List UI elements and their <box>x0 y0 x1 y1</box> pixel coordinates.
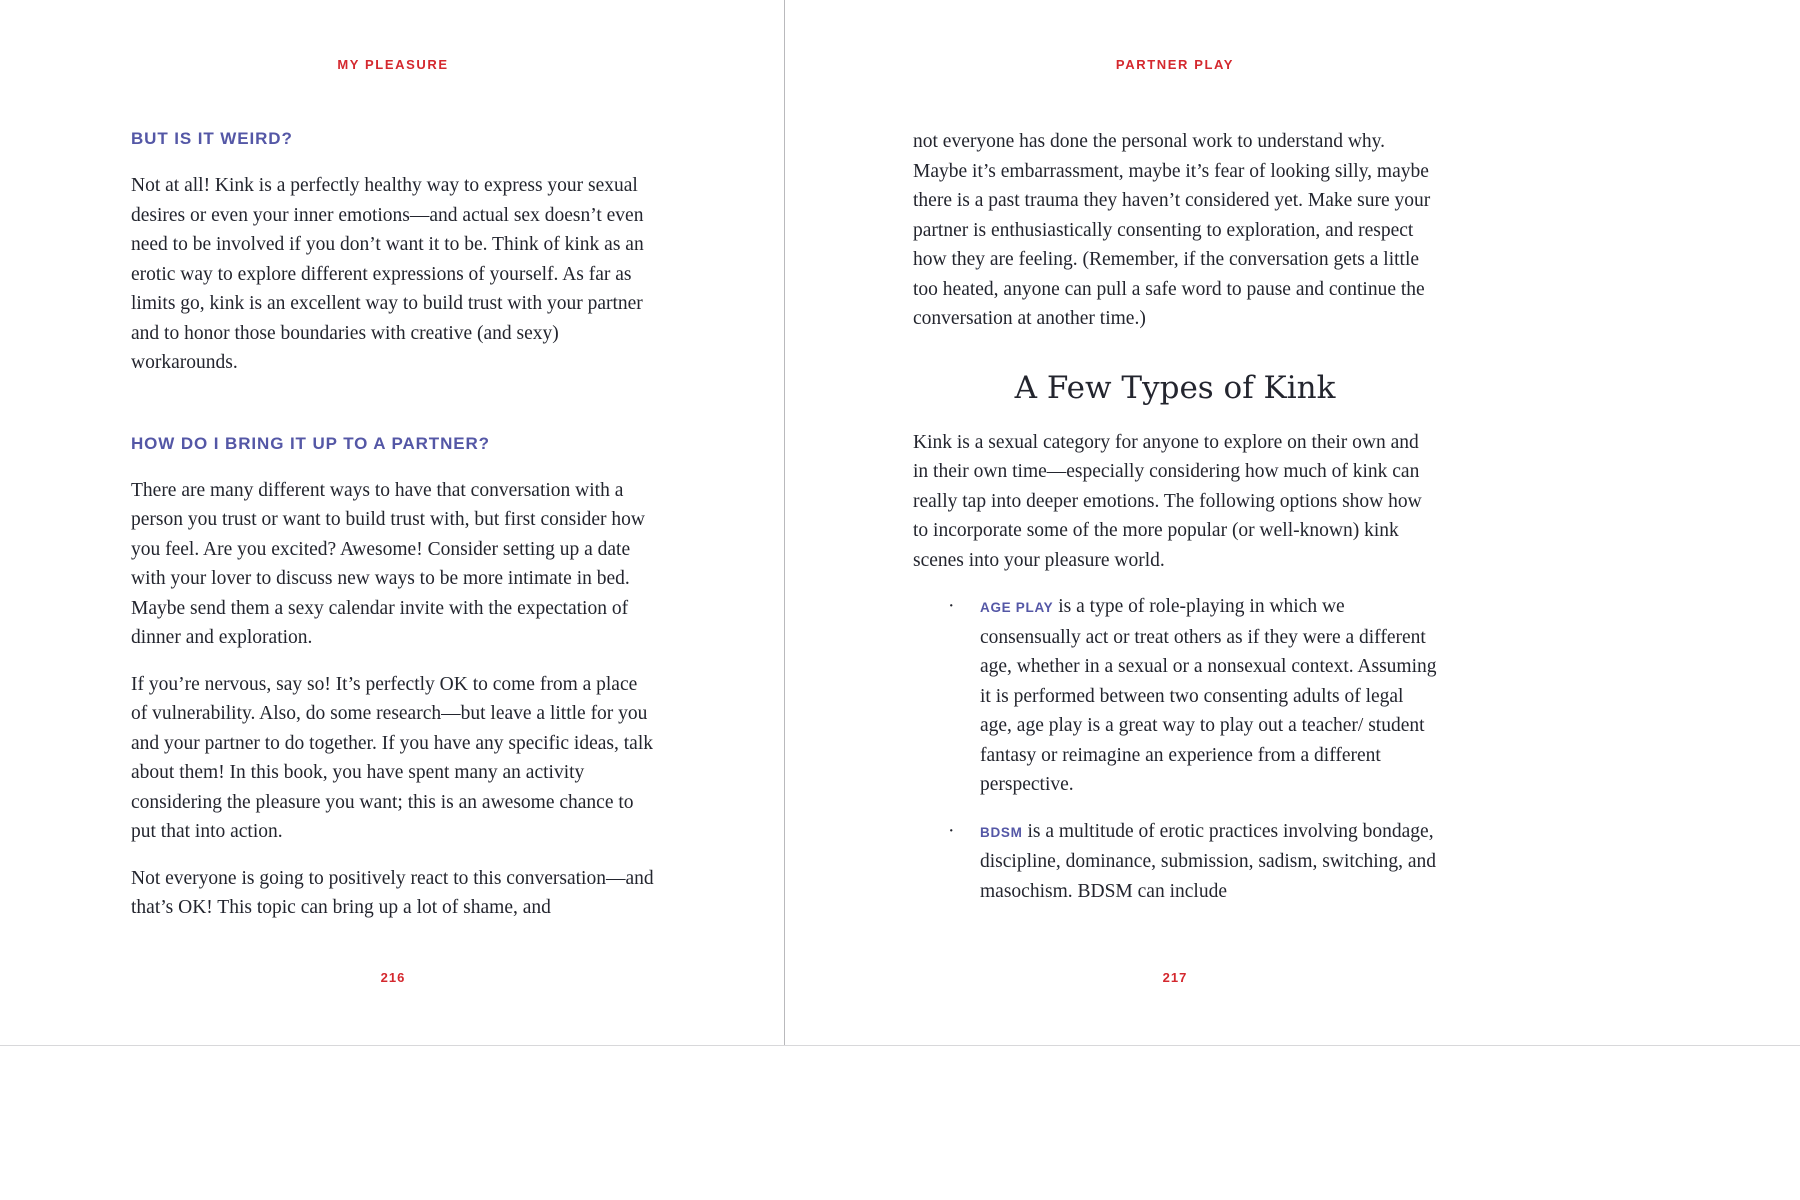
page-number-right: 217 <box>1162 970 1188 985</box>
bullet-term: AGE PLAY <box>980 600 1054 615</box>
page-number-left: 216 <box>380 970 406 985</box>
kink-types-list <box>913 592 1437 906</box>
paragraph: not everyone has done the personal work to understand why. Maybe it’s embarrassment, maybe it’s fear of looking silly, maybe there is a past trauma they haven’t considered yet. Make sure your partner is enthusiastically consenting to exploration, and respect how they are feeling. (Remember, if the conversation gets a little too heated, anyone can pull a safe word to pause and continue the conversation at another time.) <box>913 131 1431 329</box>
bullet-text: is a type of role-playing in which we consensually act or treat others as if they were a different age, whether in a sexual or a nonsexual context. Assuming it is performed between two consenting adults of legal age, age play is a great way to play out a teacher/ student fantasy or reimagine an experience from a different perspective. <box>980 596 1437 795</box>
paragraph: If you’re nervous, say so! It’s perfectly OK to come from a place of vulnerability. Also, do some research—but leave a little for you and your partner to do together. If you have any specific ideas, talk about them! In this book, you have spent many an activity considering the pleasure you want; this is an awesome chance to put that into action. <box>131 673 653 842</box>
bullet-icon: · <box>948 596 955 617</box>
right-text-column <box>913 0 1437 906</box>
left-page <box>0 0 784 1045</box>
section-heading-bring-it-up: HOW DO I BRING IT UP TO A PARTNER? <box>131 433 490 453</box>
paragraph: Not at all! Kink is a perfectly healthy way to express your sexual desires or even your inner emotions—and actual sex doesn’t even need to be involved if you don’t want it to be. Think of kink as an erotic way to explore different expressions of yourself. As far as limits go, kink is an excellent way to build trust with your partner and to honor those boundaries with creative (and sexy) workarounds. <box>131 175 644 373</box>
page-bottom-edge <box>0 1045 1800 1046</box>
paragraph: Kink is a sexual category for anyone to explore on their own and in their own time—especially considering how much of kink can really tap into deeper emotions. The following options show how to incorporate some of the more popular (or well-known) kink scenes into your pleasure world. <box>913 431 1422 571</box>
paragraph: Not everyone is going to positively react to this conversation—and that’s OK! This topic can bring up a lot of shame, and <box>131 867 654 918</box>
right-page <box>784 0 1800 1045</box>
list-item-bdsm <box>913 817 1437 907</box>
left-text-column <box>131 0 655 923</box>
running-head-right: PARTNER PLAY <box>1115 57 1235 72</box>
page-gutter-divider <box>784 0 785 1045</box>
section-heading-but-is-it-weird: BUT IS IT WEIRD? <box>131 129 293 148</box>
bullet-text: is a multitude of erotic practices involving bondage, discipline, dominance, submission, sadism, switching, and masochism. BDSM can include <box>980 820 1437 902</box>
running-head-left: MY PLEASURE <box>337 57 449 72</box>
paragraph: There are many different ways to have that conversation with a person you trust or want to build trust with, but first consider how you feel. Are you excited? Awesome! Consider setting up a date with your lover to discuss new ways to be more intimate in bed. Maybe send them a sexy calendar invite with the expectation of dinner and exploration. <box>131 479 645 648</box>
bullet-icon: · <box>948 820 955 842</box>
section-title-a-few-types-of-kink: A Few Types of Kink <box>1014 369 1336 406</box>
list-item-age-play <box>913 592 1437 800</box>
bullet-term: BDSM <box>980 824 1023 840</box>
